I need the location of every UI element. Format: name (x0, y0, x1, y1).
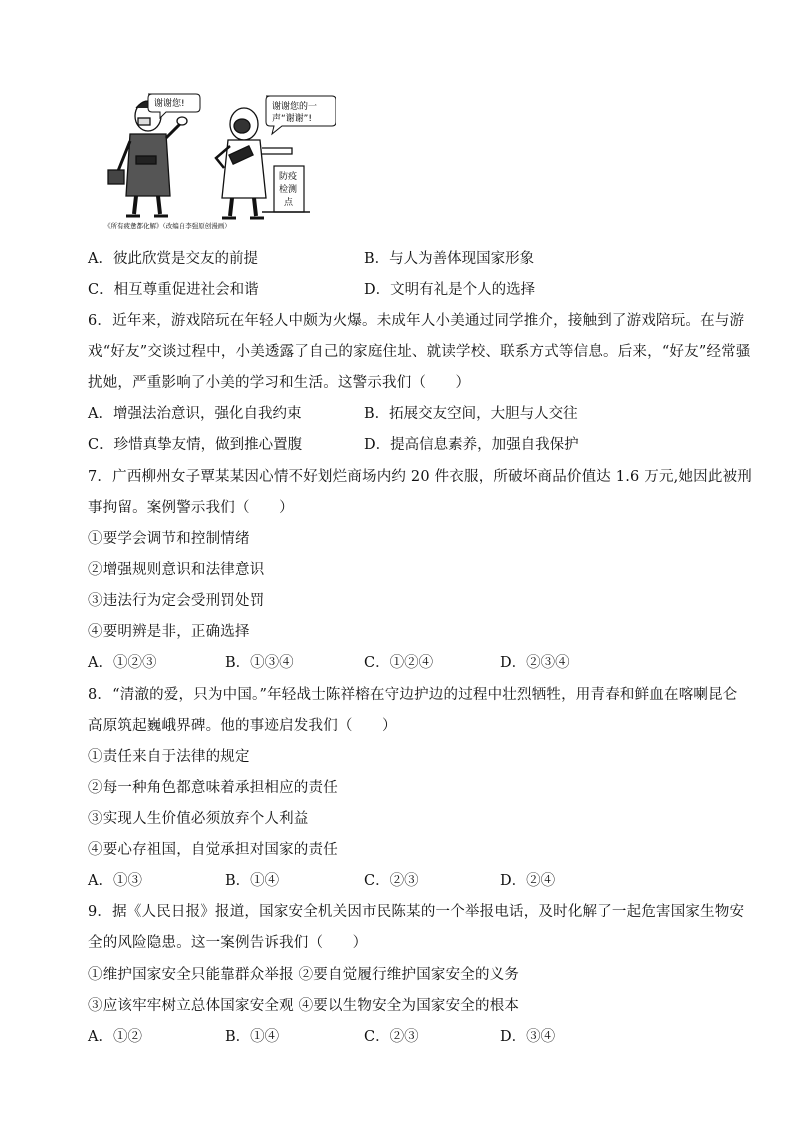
q6-option-a: A．增强法治意识，强化自我约束 (88, 406, 302, 422)
q9-option-a: A．①② (88, 1029, 142, 1045)
q8-statement-1: ①责任来自于法律的规定 (88, 749, 250, 765)
q7-statement-3: ③违法行为定会受刑罚处罚 (88, 593, 265, 609)
q5-option-b: B．与人为善体现国家形象 (364, 251, 535, 267)
q9-stem-line-1: 9．据《人民日报》报道，国家安全机关因市民陈某的一个举报电话，及时化解了一起危害国家生物安 (88, 904, 745, 920)
bubble-right-text-2: 声“谢谢”! (272, 114, 312, 124)
q5-option-d: D．文明有礼是个人的选择 (364, 282, 536, 298)
q8-statement-4: ④要心存祖国，自觉承担对国家的责任 (88, 842, 338, 858)
q7-option-d: D．②③④ (500, 655, 570, 671)
q7-stem-line-1: 7．广西柳州女子覃某某因心情不好划烂商场内约 20 件衣服，所破坏商品价值达 1.6 万元,她因此被刑 (88, 469, 752, 485)
q7-option-a: A．①②③ (88, 655, 157, 671)
cartoon-drawing (96, 86, 336, 231)
man-figure (108, 101, 187, 216)
q9-stem-line-2: 全的风险隐患。这一案例告诉我们（ ） (88, 935, 368, 951)
q5-option-a: A．彼此欣赏是交友的前提 (88, 251, 258, 267)
q7-option-b: B．①③④ (225, 655, 294, 671)
q5-option-c: C．相互尊重促进社会和谐 (88, 282, 259, 298)
q7-option-c: C．①②④ (364, 655, 434, 671)
sign-text-3: 点 (284, 198, 294, 208)
q7-statement-2: ②增强规则意识和法律意识 (88, 562, 265, 578)
speech-bubble-right (266, 96, 336, 134)
q9-option-b: B．①④ (225, 1029, 280, 1045)
q6-option-b: B．拓展交友空间，大胆与人交往 (364, 406, 578, 422)
q6-stem-line-2: 戏“好友”交谈过程中，小美透露了自己的家庭住址、就读学校、联系方式等信息。后来，“好友”经常骚 (88, 344, 751, 360)
q7-statement-4: ④要明辨是非，正确选择 (88, 624, 250, 640)
q9-option-c: C．②③ (364, 1029, 419, 1045)
cartoon-caption: 《所有疲惫都化解》（改编自李强原创漫画） (104, 222, 231, 230)
q8-option-c: C．②③ (364, 873, 419, 889)
q8-stem-line-2: 高原筑起巍峨界碑。他的事迹启发我们（ ） (88, 718, 397, 734)
q9-option-d: D．③④ (500, 1029, 556, 1045)
bubble-right-text-1: 谢谢您的一 (272, 102, 318, 112)
q9-statements-1-2: ①维护国家安全只能靠群众举报 ②要自觉履行维护国家安全的义务 (88, 967, 520, 983)
q6-stem-line-1: 6．近年来，游戏陪玩在年轻人中颇为火爆。未成年人小美通过同学推介，接触到了游戏陪玩。在与游 (88, 313, 745, 329)
q6-option-c: C．珍惜真挚友情，做到推心置腹 (88, 437, 303, 453)
q8-option-b: B．①④ (225, 873, 280, 889)
cartoon-illustration (96, 86, 336, 231)
q8-statement-3: ③实现人生价值必须放弃个人利益 (88, 811, 309, 827)
sign-text-2: 检测 (279, 185, 298, 195)
q7-statement-1: ①要学会调节和控制情绪 (88, 531, 250, 547)
q7-stem-line-2: 事拘留。案例警示我们（ ） (88, 500, 294, 516)
q6-option-d: D．提高信息素养，加强自我保护 (364, 437, 579, 453)
q8-statement-2: ②每一种角色都意味着承担相应的责任 (88, 780, 338, 796)
bubble-left-text: 谢谢您! (154, 99, 185, 109)
q6-stem-line-3: 扰她，严重影响了小美的学习和生活。这警示我们（ ） (88, 375, 471, 391)
sign-text-1: 防疫 (279, 172, 298, 182)
q8-option-a: A．①③ (88, 873, 142, 889)
q8-stem-line-1: 8．“清澈的爱，只为中国。”年轻战士陈祥榕在守边护边的过程中壮烈牺牲，用青春和鲜血在喀喇昆仑 (88, 687, 738, 703)
checkpoint-sign (262, 166, 310, 212)
q8-option-d: D．②④ (500, 873, 556, 889)
q9-statements-3-4: ③应该牢牢树立总体国家安全观 ④要以生物安全为国家安全的根本 (88, 998, 520, 1014)
